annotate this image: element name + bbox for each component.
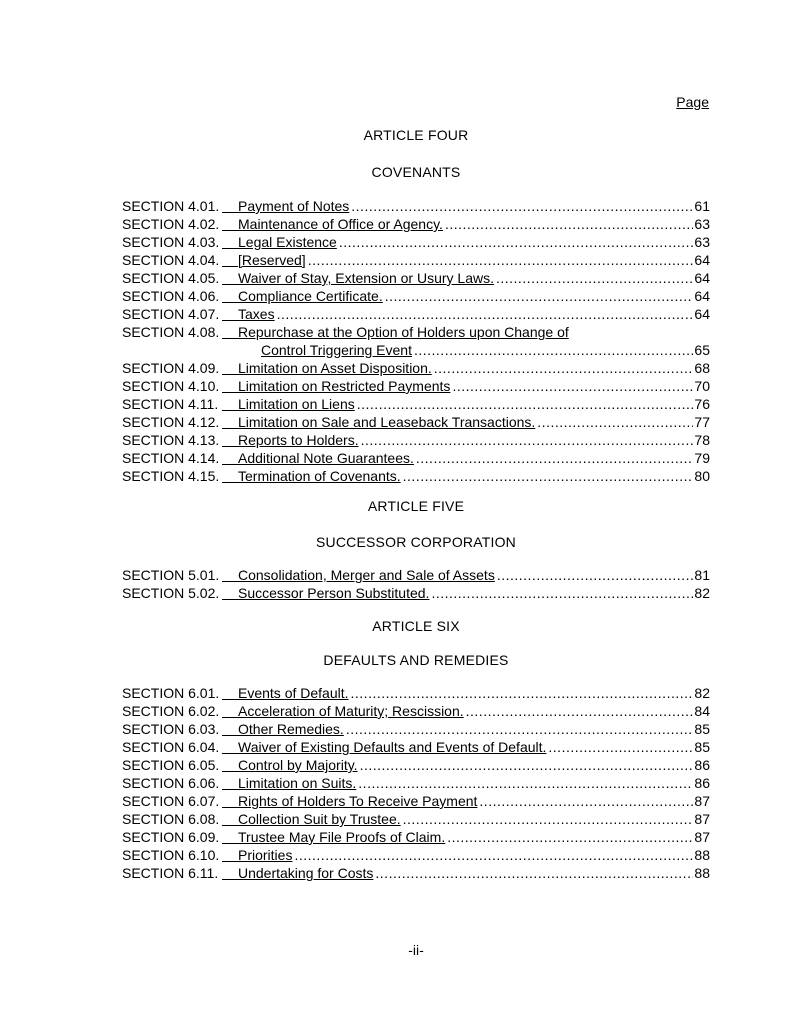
section-page: 85 (694, 739, 710, 755)
toc-entry[interactable] (122, 828, 710, 846)
toc-entry[interactable] (122, 756, 710, 774)
section-title[interactable]: Trustee May File Proofs of Claim. (238, 829, 446, 845)
toc-entry[interactable] (122, 287, 710, 305)
section-number: SECTION 4.15. (122, 468, 220, 484)
section-number: SECTION 4.10. (122, 378, 220, 394)
toc-entry[interactable] (122, 584, 710, 602)
section-page: 76 (694, 396, 710, 412)
section-page: 63 (694, 216, 710, 232)
section-page: 64 (694, 306, 710, 322)
toc-entry[interactable] (122, 810, 710, 828)
section-title[interactable]: Taxes (238, 306, 275, 322)
section-number: SECTION 4.03. (122, 234, 220, 250)
toc-entry[interactable] (122, 359, 710, 377)
section-number: SECTION 6.04. (122, 739, 220, 755)
section-number: SECTION 6.10. (122, 847, 220, 863)
section-page: 86 (694, 775, 710, 791)
toc-entry[interactable] (122, 323, 710, 341)
section-number: SECTION 6.11. (122, 865, 219, 881)
toc-entry[interactable] (122, 197, 710, 215)
section-number: SECTION 6.07. (122, 793, 220, 809)
section-title[interactable]: Limitation on Sale and Leaseback Transactions. (238, 414, 536, 430)
section-number: SECTION 4.06. (122, 288, 220, 304)
toc-entry[interactable] (122, 305, 710, 323)
section-title[interactable]: Limitation on Asset Disposition. (238, 360, 432, 376)
section-page: 64 (694, 252, 710, 268)
section-page: 85 (694, 721, 710, 737)
section-page: 77 (694, 414, 710, 430)
section-page: 84 (694, 703, 710, 719)
article-heading: ARTICLE FIVE (367, 498, 465, 514)
section-page: 65 (694, 342, 710, 358)
toc-entry[interactable] (122, 215, 710, 233)
toc-entry[interactable] (122, 864, 710, 882)
section-title[interactable]: Reports to Holders. (238, 432, 359, 448)
section-page: 87 (694, 829, 710, 845)
section-number: SECTION 4.13. (122, 432, 220, 448)
toc-entry[interactable] (122, 251, 710, 269)
section-number: SECTION 4.02. (122, 216, 220, 232)
section-number: SECTION 6.06. (122, 775, 220, 791)
section-number: SECTION 6.08. (122, 811, 220, 827)
section-number: SECTION 4.08. (122, 324, 220, 340)
section-number: SECTION 5.01. (122, 567, 220, 583)
section-number: SECTION 6.02. (122, 703, 220, 719)
section-title[interactable]: Termination of Covenants. (238, 468, 401, 484)
section-number: SECTION 4.05. (122, 270, 220, 286)
section-title[interactable]: Payment of Notes (238, 198, 350, 214)
section-page: 70 (694, 378, 710, 394)
section-title[interactable]: Undertaking for Costs (238, 865, 374, 881)
section-title[interactable]: Legal Existence (238, 234, 337, 250)
toc-list-article-six (122, 684, 710, 882)
toc-entry[interactable] (122, 684, 710, 702)
section-page: 86 (694, 757, 710, 773)
section-number: SECTION 4.11. (122, 396, 219, 412)
toc-entry[interactable] (122, 413, 710, 431)
section-number: SECTION 6.09. (122, 829, 220, 845)
section-title[interactable]: Consolidation, Merger and Sale of Assets (238, 567, 495, 583)
toc-entry[interactable] (122, 792, 710, 810)
section-page: 64 (694, 270, 710, 286)
toc-entry[interactable] (122, 720, 710, 738)
section-title[interactable]: Acceleration of Maturity; Rescission. (238, 703, 464, 719)
section-title[interactable]: Successor Person Substituted. (238, 585, 430, 601)
section-page: 80 (694, 468, 710, 484)
section-page: 88 (694, 865, 710, 881)
article-subheading: SUCCESSOR CORPORATION (316, 534, 516, 550)
section-page: 63 (694, 234, 710, 250)
section-title[interactable]: Compliance Certificate. (238, 288, 383, 304)
section-number: SECTION 6.05. (122, 757, 220, 773)
toc-entry[interactable] (122, 467, 710, 485)
section-number: SECTION 4.07. (122, 306, 220, 322)
toc-entry-continuation[interactable] (122, 341, 710, 359)
section-number: SECTION 5.02. (122, 585, 220, 601)
toc-entry[interactable] (122, 449, 710, 467)
section-number: SECTION 4.09. (122, 360, 220, 376)
section-title[interactable]: Limitation on Restricted Payments (238, 378, 451, 394)
article-subheading: COVENANTS (371, 164, 461, 180)
section-number: SECTION 4.01. (122, 198, 220, 214)
toc-entry[interactable] (122, 566, 710, 584)
section-number: SECTION 6.01. (122, 685, 220, 701)
section-title[interactable]: Other Remedies. (238, 721, 344, 737)
section-title[interactable]: Maintenance of Office or Agency. (238, 216, 443, 232)
toc-list-article-four (122, 197, 710, 485)
section-page: 82 (694, 585, 710, 601)
section-title[interactable]: Repurchase at the Option of Holders upon Change of (238, 324, 569, 340)
section-page: 79 (694, 450, 710, 466)
section-number: SECTION 4.14. (122, 450, 220, 466)
section-page: 81 (694, 567, 710, 583)
section-title[interactable]: Collection Suit by Trustee. (238, 811, 401, 827)
section-page: 61 (694, 198, 710, 214)
article-heading: ARTICLE SIX (372, 618, 460, 634)
toc-entry[interactable] (122, 377, 710, 395)
toc-entry[interactable] (122, 846, 710, 864)
section-title[interactable]: [Reserved] (238, 252, 306, 268)
section-page: 78 (694, 432, 710, 448)
section-title[interactable]: Control by Majority. (238, 757, 358, 773)
toc-entry[interactable] (122, 738, 710, 756)
section-title[interactable]: Limitation on Suits. (238, 775, 357, 791)
article-heading: ARTICLE FOUR (363, 127, 469, 143)
section-title[interactable]: Limitation on Liens (238, 396, 355, 412)
toc-entry[interactable] (122, 702, 710, 720)
section-title[interactable]: Rights of Holders To Receive Payment (238, 793, 478, 809)
section-page: 64 (694, 288, 710, 304)
section-title[interactable]: Additional Note Guarantees. (238, 450, 414, 466)
toc-entry[interactable] (122, 269, 710, 287)
toc-entry[interactable] (122, 774, 710, 792)
section-number: SECTION 6.03. (122, 721, 220, 737)
toc-entry[interactable] (122, 233, 710, 251)
toc-entry[interactable] (122, 431, 710, 449)
section-number: SECTION 4.12. (122, 414, 220, 430)
section-title-continued[interactable]: Control Triggering Event (261, 342, 412, 358)
section-page: 88 (694, 847, 710, 863)
section-number: SECTION 4.04. (122, 252, 220, 268)
section-page: 68 (694, 360, 710, 376)
section-page: 82 (694, 685, 710, 701)
page-column-label: Page (676, 94, 709, 110)
section-title[interactable]: Waiver of Stay, Extension or Usury Laws. (238, 270, 494, 286)
section-title[interactable]: Priorities (238, 847, 293, 863)
section-page: 87 (694, 811, 710, 827)
section-title[interactable]: Waiver of Existing Defaults and Events of Default. (238, 739, 547, 755)
section-title[interactable]: Events of Default. (238, 685, 349, 701)
toc-entry[interactable] (122, 395, 710, 413)
toc-list-article-five (122, 566, 710, 602)
footer-page-number: -ii- (408, 942, 424, 958)
section-page: 87 (694, 793, 710, 809)
article-subheading: DEFAULTS AND REMEDIES (323, 652, 509, 668)
